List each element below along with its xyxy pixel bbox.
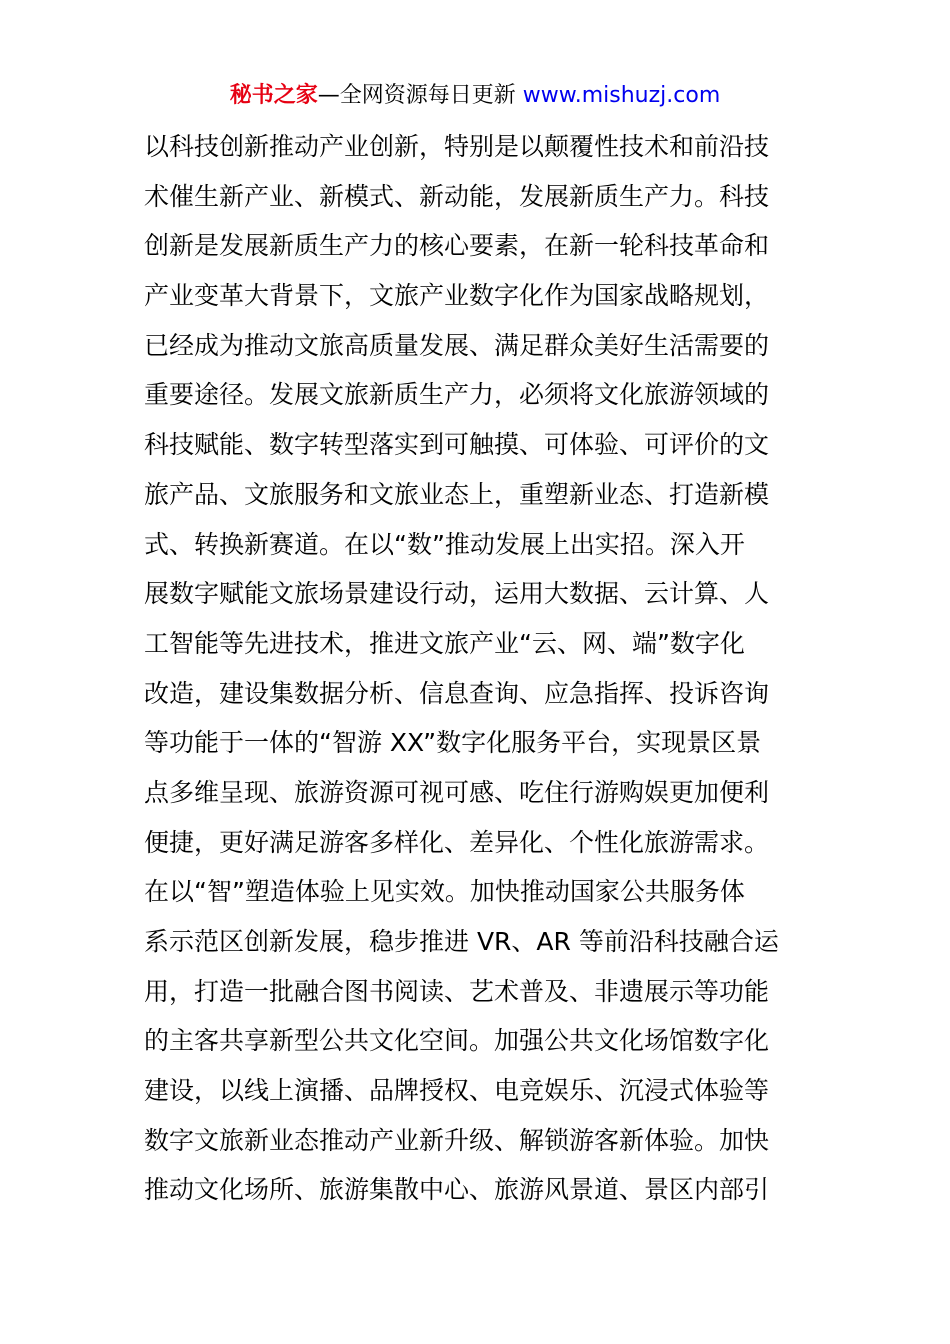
text-line: 等功能于一体的“智游 XX”数字化服务平台，实现景区景 — [144, 728, 762, 758]
text-line: 数字文旅新业态推动产业新升级、解锁游客新体验。加快 — [144, 1125, 770, 1155]
text-line: 系示范区创新发展，稳步推进 VR、AR 等前沿科技融合运 — [144, 927, 779, 956]
text-line: 创新是发展新质生产力的核心要素，在新一轮科技革命和 — [144, 231, 770, 261]
text-line: 便捷，更好满足游客多样化、差异化、个性化旅游需求。 — [144, 827, 770, 857]
text-line: 式、转换新赛道。在以“数”推动发展上出实招。深入开 — [144, 529, 745, 559]
text-line: 旅产品、文旅服务和文旅业态上，重塑新业态、打造新模 — [144, 479, 770, 509]
text-line: 用，打造一批融合图书阅读、艺术普及、非遗展示等功能 — [144, 976, 770, 1006]
text-line: 建设，以线上演播、品牌授权、电竞娱乐、沉浸式体验等 — [144, 1076, 770, 1106]
body-paragraph — [144, 122, 808, 1215]
text-line: 工智能等先进技术，推进文旅产业“云、网、端”数字化 — [144, 628, 745, 658]
text-line: 重要途径。发展文旅新质生产力，必须将文化旅游领域的 — [144, 380, 770, 410]
header-tagline: —全网资源每日更新 — [317, 83, 523, 108]
text-line: 改造，建设集数据分析、信息查询、应急指挥、投诉咨询 — [144, 678, 770, 708]
text-line: 以科技创新推动产业创新，特别是以颠覆性技术和前沿技 — [144, 132, 770, 161]
text-line: 科技赋能、数字转型落实到可触摸、可体验、可评价的文 — [144, 430, 770, 460]
text-line: 已经成为推动文旅高质量发展、满足群众美好生活需要的 — [144, 330, 770, 360]
text-line: 产业变革大背景下，文旅产业数字化作为国家战略规划， — [144, 281, 770, 311]
text-line: 在以“智”塑造体验上见实效。加快推动国家公共服务体 — [144, 877, 745, 907]
text-line: 的主客共享新型公共文化空间。加强公共文化场馆数字化 — [144, 1026, 770, 1056]
text-line: 推动文化场所、旅游集散中心、旅游风景道、景区内部引 — [144, 1175, 770, 1205]
text-line: 术催生新产业、新模式、新动能，发展新质生产力。科技 — [144, 181, 770, 211]
page-header — [0, 80, 950, 112]
text-line: 展数字赋能文旅场景建设行动，运用大数据、云计算、人 — [144, 579, 770, 609]
text-line: 点多维呈现、旅游资源可视可感、吃住行游购娱更加便利 — [144, 777, 770, 807]
site-url-link[interactable]: www.mishuzj.com — [522, 83, 721, 108]
brand-name: 秘书之家 — [229, 83, 318, 108]
